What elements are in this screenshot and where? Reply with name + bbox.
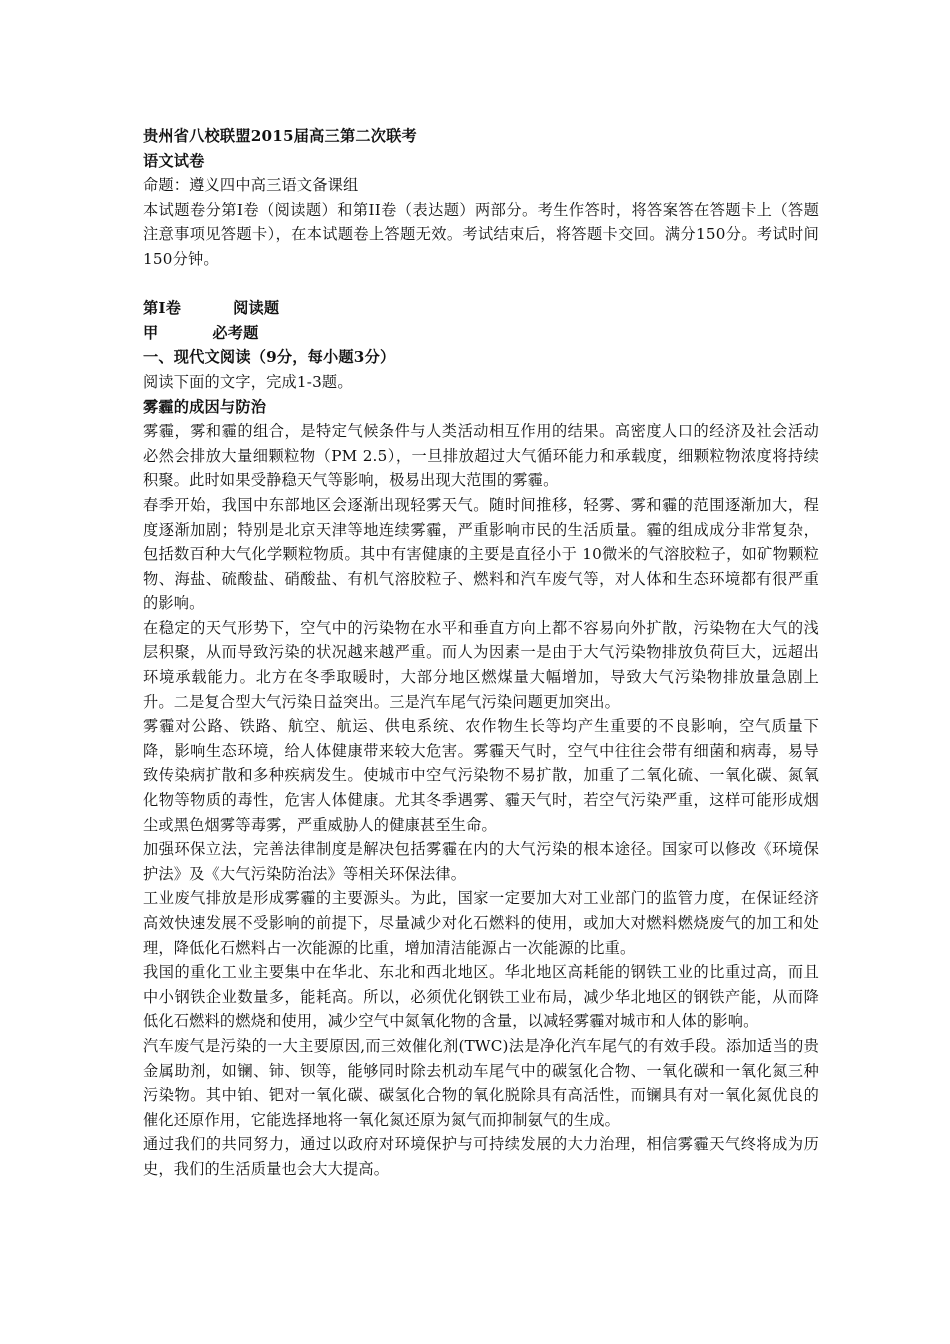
spacer	[143, 272, 819, 297]
exam-author: 命题：遵义四中高三语文备课组	[143, 176, 359, 195]
exam-title: 贵州省八校联盟2015届高三第二次联考	[143, 127, 417, 145]
part-name: 必考题	[212, 323, 259, 342]
article-paragraph: 通过我们的共同努力，通过以政府对环境保护与可持续发展的大力治理，相信雾霾天气终将成为历史，我们的生活质量也会大大提高。	[143, 1135, 819, 1178]
part-label: 甲	[143, 323, 159, 342]
exam-instructions: 本试题卷分第I卷（阅读题）和第II卷（表达题）两部分。考生作答时，将答案答在答题卡上（答题注意事项见答题卡），在本试题卷上答题无效。考试结束后，将答题卡交回。满分150分。考试时间150分钟。	[143, 200, 819, 268]
volume-heading	[143, 296, 819, 321]
question-heading: 一、现代文阅读（9分，每小题3分）	[143, 348, 396, 367]
article-paragraph: 汽车废气是污染的一大主要原因,而三效催化剂(TWC)法是净化汽车尾气的有效手段。添加适当的贵金属助剂，如镧、铈、钡等，能够同时除去机动车尾气中的碳氢化合物、一氧化碳和一氧化氮三种污染物。其中铂、钯对一氧化碳、碳氢化合物的氧化脱除具有高活性，而镧具有对一氧化氮优良的催化还原作用，它能选择地将一氧化氮还原为氮气而抑制氨气的生成。	[143, 1036, 819, 1129]
article-paragraph: 加强环保立法，完善法律制度是解决包括雾霾在内的大气污染的根本途径。国家可以修改《环境保护法》及《大气污染防治法》等相关环保法律。	[143, 840, 819, 883]
article-paragraph: 我国的重化工业主要集中在华北、东北和西北地区。华北地区高耗能的钢铁工业的比重过高，而且中小钢铁企业数量多，能耗高。所以，必须优化钢铁工业布局，减少华北地区的钢铁产能，从而降低化石燃料的燃烧和使用，减少空气中氮氧化物的含量，以减轻雾霾对城市和人体的影响。	[143, 963, 819, 1031]
question-prompt: 阅读下面的文字，完成1-3题。	[143, 372, 353, 391]
article-paragraph: 工业废气排放是形成雾霾的主要源头。为此，国家一定要加大对工业部门的监管力度，在保证经济高效快速发展不受影响的前提下，尽量减少对化石燃料的使用，或加大对燃料燃烧废气的加工和处理，降低化石燃料占一次能源的比重，增加清洁能源占一次能源的比重。	[143, 889, 819, 957]
document-page	[143, 124, 819, 1182]
exam-subject: 语文试卷	[143, 151, 205, 170]
article-paragraph: 雾霾对公路、铁路、航空、航运、供电系统、农作物生长等均产生重要的不良影响，空气质量下降，影响生态环境，给人体健康带来较大危害。雾霾天气时，空气中往往会带有细菌和病毒，易导致传染病扩散和多种疾病发生。使城市中空气污染物不易扩散，加重了二氧化硫、一氧化碳、氮氧化物等物质的毒性，危害人体健康。尤其冬季遇雾、霾天气时，若空气污染严重，这样可能形成烟尘或黑色烟雾等毒雾，严重威胁人的健康甚至生命。	[143, 717, 819, 834]
article-paragraph: 春季开始，我国中东部地区会逐渐出现轻雾天气。随时间推移，轻雾、雾和霾的范围逐渐加大，程度逐渐加剧；特别是北京天津等地连续雾霾，严重影响市民的生活质量。霾的组成成分非常复杂，包括数百种大气化学颗粒物质。其中有害健康的主要是直径小于 10微米的气溶胶粒子，如矿物颗粒物、海盐、硫酸盐、硝酸盐、有机气溶胶粒子、燃料和汽车废气等，对人体和生态环境都有很严重的影响。	[143, 495, 819, 613]
article-title: 雾霾的成因与防治	[143, 397, 267, 416]
volume-label: 第Ⅰ卷	[143, 299, 182, 318]
article-paragraph: 在稳定的天气形势下，空气中的污染物在水平和垂直方向上都不容易向外扩散，污染物在大气的浅层积聚，从而导致污染的状况越来越严重。而人为因素一是由于大气污染物排放负荷巨大，远超出环境承载能力。北方在冬季取暖时，大部分地区燃煤量大幅增加，导致大气污染物排放量急剧上升。二是复合型大气污染日益突出。三是汽车尾气污染问题更加突出。	[143, 618, 819, 711]
part-heading	[143, 321, 819, 346]
volume-name: 阅读题	[233, 299, 280, 318]
article-paragraph: 雾霾，雾和霾的组合，是特定气候条件与人类活动相互作用的结果。高密度人口的经济及社会活动必然会排放大量细颗粒物（PM 2.5），一旦排放超过大气循环能力和承载度，细颗粒物浓度将持续积聚。此时如果受静稳天气等影响，极易出现大范围的雾霾。	[143, 422, 819, 490]
